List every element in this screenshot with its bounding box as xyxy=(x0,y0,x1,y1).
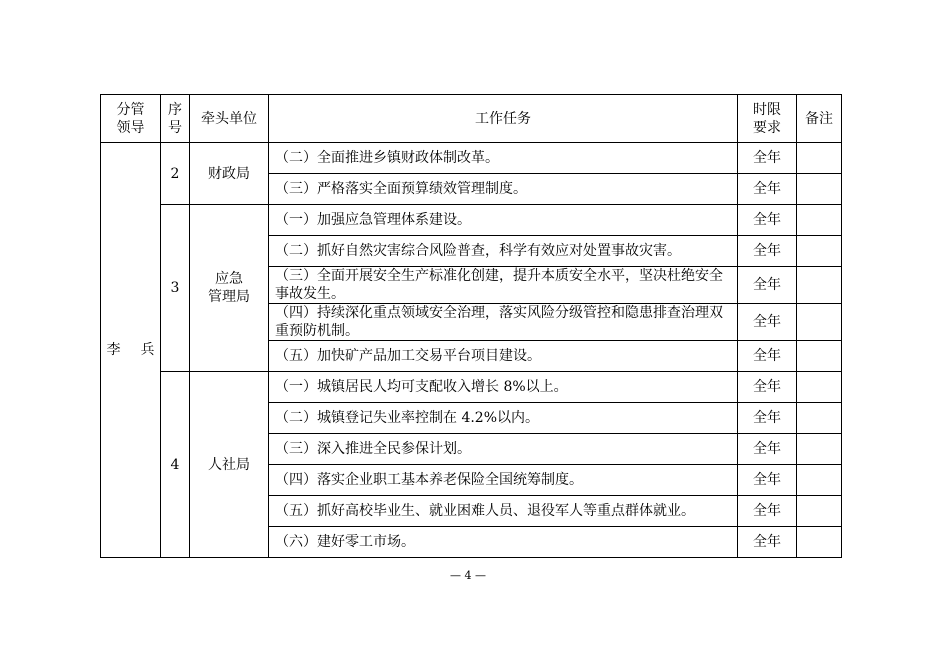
task-cell: （四）落实企业职工基本养老保险全国统筹制度。 xyxy=(269,465,738,496)
note-cell xyxy=(797,143,842,174)
seq-cell: 2 xyxy=(161,143,190,205)
task-cell: （三）全面开展安全生产标准化创建，提升本质安全水平，坚决杜绝安全事故发生。 xyxy=(269,267,738,304)
deadline-cell: 全年 xyxy=(738,527,797,558)
unit-cell: 财政局 xyxy=(190,143,269,205)
note-cell xyxy=(797,174,842,205)
note-cell xyxy=(797,205,842,236)
unit-cell: 应急 管理局 xyxy=(190,205,269,372)
header-note: 备注 xyxy=(797,95,842,143)
task-cell: （五）加快矿产品加工交易平台项目建设。 xyxy=(269,341,738,372)
deadline-cell: 全年 xyxy=(738,465,797,496)
seq-cell: 3 xyxy=(161,205,190,372)
note-cell xyxy=(797,496,842,527)
deadline-cell: 全年 xyxy=(738,304,797,341)
note-cell xyxy=(797,341,842,372)
header-seq: 序 号 xyxy=(161,95,190,143)
note-cell xyxy=(797,434,842,465)
header-deadline: 时限 要求 xyxy=(738,95,797,143)
task-cell: （一）城镇居民人均可支配收入增长 8%以上。 xyxy=(269,372,738,403)
note-cell xyxy=(797,267,842,304)
deadline-cell: 全年 xyxy=(738,174,797,205)
deadline-cell: 全年 xyxy=(738,434,797,465)
deadline-cell: 全年 xyxy=(738,143,797,174)
task-cell: （六）建好零工市场。 xyxy=(269,527,738,558)
deadline-cell: 全年 xyxy=(738,236,797,267)
deadline-cell: 全年 xyxy=(738,496,797,527)
header-unit: 牵头单位 xyxy=(190,95,269,143)
task-cell: （三）深入推进全民参保计划。 xyxy=(269,434,738,465)
leader-cell: 李 兵 xyxy=(101,143,161,558)
unit-cell: 人社局 xyxy=(190,372,269,558)
table-row xyxy=(101,205,842,236)
header-leader: 分管 领导 xyxy=(101,95,161,143)
note-cell xyxy=(797,403,842,434)
task-cell: （二）全面推进乡镇财政体制改革。 xyxy=(269,143,738,174)
note-cell xyxy=(797,372,842,403)
deadline-cell: 全年 xyxy=(738,205,797,236)
seq-cell: 4 xyxy=(161,372,190,558)
task-cell: （五）抓好高校毕业生、就业困难人员、退役军人等重点群体就业。 xyxy=(269,496,738,527)
note-cell xyxy=(797,304,842,341)
note-cell xyxy=(797,236,842,267)
note-cell xyxy=(797,527,842,558)
header-task: 工作任务 xyxy=(269,95,738,143)
deadline-cell: 全年 xyxy=(738,372,797,403)
table-row xyxy=(101,143,842,174)
page-number: — 4 — xyxy=(450,569,486,582)
deadline-cell: 全年 xyxy=(738,403,797,434)
task-table xyxy=(100,94,842,558)
table-header-row xyxy=(101,95,842,143)
deadline-cell: 全年 xyxy=(738,341,797,372)
task-cell: （一）加强应急管理体系建设。 xyxy=(269,205,738,236)
task-cell: （四）持续深化重点领域安全治理，落实风险分级管控和隐患排查治理双重预防机制。 xyxy=(269,304,738,341)
task-cell: （二）城镇登记失业率控制在 4.2%以内。 xyxy=(269,403,738,434)
task-cell: （三）严格落实全面预算绩效管理制度。 xyxy=(269,174,738,205)
task-cell: （二）抓好自然灾害综合风险普查，科学有效应对处置事故灾害。 xyxy=(269,236,738,267)
deadline-cell: 全年 xyxy=(738,267,797,304)
table-row xyxy=(101,372,842,403)
note-cell xyxy=(797,465,842,496)
